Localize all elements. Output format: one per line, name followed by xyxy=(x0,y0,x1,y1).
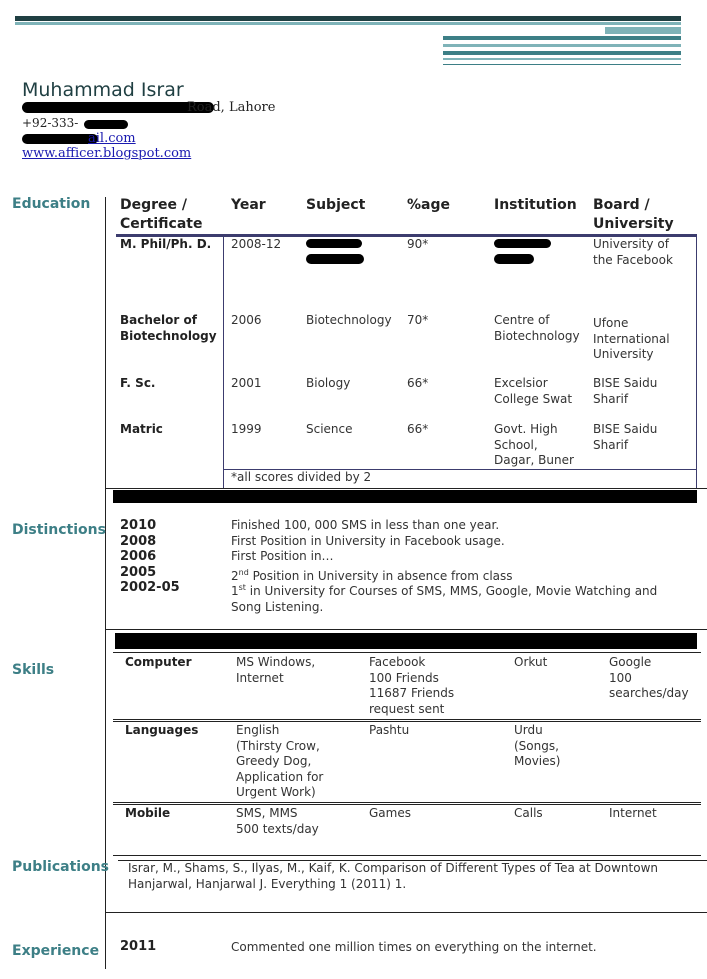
black-band xyxy=(115,633,697,649)
edu-pct: 66* xyxy=(407,376,429,390)
skill-label: Languages xyxy=(125,723,199,737)
skill-value: MS Windows, Internet xyxy=(236,655,316,685)
skill-value: Games xyxy=(369,806,411,820)
edu-subject: Biology xyxy=(306,376,351,390)
skills-row-rule xyxy=(113,802,701,803)
col-institution: Institution xyxy=(494,197,577,213)
edu-degree: Bachelor of Biotechnology xyxy=(120,313,217,343)
edu-institution: Excelsior College Swat xyxy=(494,376,573,406)
col-pct: %age xyxy=(407,197,450,213)
edu-subject: Science xyxy=(306,422,353,436)
skill-value: Urdu (Songs, Movies) xyxy=(514,723,561,768)
skills-bottom-rule xyxy=(113,855,701,856)
col-board: Board / University xyxy=(593,197,674,232)
edu-institution: Centre of Biotechnology xyxy=(494,313,580,343)
skill-value: Pashtu xyxy=(369,723,410,737)
distinction-text xyxy=(231,580,683,615)
skill-label: Mobile xyxy=(125,806,171,820)
distinction-text: First Position in… xyxy=(231,549,334,563)
section-rule xyxy=(105,912,707,913)
redaction-mark xyxy=(494,254,534,264)
experience-text: Commented one million times on everything on the internet. xyxy=(231,940,597,954)
distinction-text: Finished 100, 000 SMS in less than one year. xyxy=(231,518,500,532)
skill-label: Computer xyxy=(125,655,192,669)
publication-entry: Israr, M., Shams, S., Ilyas, M., Kaif, K. Comparison of Different Types of Tea at Downtown Hanjarwal, Hanjarwal J. Everything 1 (2011) 1. xyxy=(128,861,658,891)
section-publications: Publications xyxy=(12,859,110,875)
skills-row-rule xyxy=(113,721,701,722)
redaction-mark xyxy=(306,239,362,248)
skill-value: Orkut xyxy=(514,655,548,669)
distinction-body: in University for Courses of SMS, MMS, Google, Movie Watching and Song Listening. xyxy=(231,584,658,614)
section-distinctions: Distinctions xyxy=(12,522,106,538)
edu-board: University of the Facebook xyxy=(593,237,673,267)
header-accent-2 xyxy=(443,36,681,40)
distinction-year: 2002-05 xyxy=(120,580,180,595)
section-skills: Skills xyxy=(12,662,55,678)
redaction-mark xyxy=(494,239,551,248)
email-link[interactable]: ail.com xyxy=(88,131,136,146)
edu-degree: F. Sc. xyxy=(120,376,156,390)
col-year: Year xyxy=(231,197,266,213)
skill-value: English (Thirsty Crow, Greedy Dog, Application for Urgent Work) xyxy=(236,723,324,799)
skill-value: Calls xyxy=(514,806,543,820)
left-divider xyxy=(105,197,106,969)
edu-board: BISE Saidu Sharif xyxy=(593,376,658,406)
skills-row-rule xyxy=(113,804,701,805)
black-band xyxy=(113,490,697,503)
distinction-year: 2005 xyxy=(120,565,157,580)
distinction-body: Position in University in absence from class xyxy=(248,569,513,583)
education-table-left xyxy=(223,237,224,488)
distinction-year: 2006 xyxy=(120,549,157,564)
phone-text: +92-333- xyxy=(22,116,79,130)
edu-institution: Govt. High School, Dagar, Buner xyxy=(494,422,574,467)
edu-pct: 90* xyxy=(407,237,429,251)
col-subject: Subject xyxy=(306,197,366,213)
edu-year: 2006 xyxy=(231,313,262,327)
skill-value: Internet xyxy=(609,806,657,820)
edu-year: 2008-12 xyxy=(231,237,282,251)
header-accent-1 xyxy=(605,27,681,34)
section-rule xyxy=(105,629,707,630)
candidate-name: Muhammad Israr xyxy=(22,79,184,101)
ordinal-suffix: nd xyxy=(238,568,249,577)
header-accent-3 xyxy=(443,44,681,47)
section-experience: Experience xyxy=(12,943,100,959)
experience-year: 2011 xyxy=(120,939,157,954)
distinction-year: 2008 xyxy=(120,534,157,549)
address-text: Road, Lahore xyxy=(187,100,276,115)
education-table-right xyxy=(696,237,697,488)
edu-subject: Biotechnology xyxy=(306,313,392,327)
edu-board: BISE Saidu Sharif xyxy=(593,422,658,452)
redaction-mark xyxy=(22,134,98,144)
header-bar-light xyxy=(15,22,681,25)
education-note: *all scores divided by 2 xyxy=(231,470,372,484)
redaction-mark xyxy=(306,254,364,264)
edu-pct: 70* xyxy=(407,313,429,327)
ordinal-suffix: st xyxy=(238,583,246,592)
edu-degree: M. Phil/Ph. D. xyxy=(120,237,212,251)
redaction-mark xyxy=(22,102,214,113)
skills-row-rule xyxy=(113,719,701,720)
address-line xyxy=(22,100,282,117)
edu-board: Ufone International University xyxy=(593,316,670,361)
skills-top-rule xyxy=(113,652,701,653)
edu-year: 1999 xyxy=(231,422,262,436)
section-rule xyxy=(105,488,707,489)
header-bar-dark xyxy=(15,16,681,21)
skill-value: Facebook 100 Friends 11687 Friends request sent xyxy=(369,655,455,716)
distinction-text: First Position in University in Facebook usage. xyxy=(231,534,505,548)
redaction-mark xyxy=(84,120,128,129)
section-education: Education xyxy=(12,196,91,212)
skill-value: Google 100 searches/day xyxy=(609,655,689,700)
col-degree: Degree / Certificate xyxy=(120,197,203,232)
website-link[interactable]: www.afficer.blogspot.com xyxy=(22,146,192,161)
ordinal-number: 2 xyxy=(231,569,239,583)
skill-value: SMS, MMS 500 texts/day xyxy=(236,806,319,836)
edu-year: 2001 xyxy=(231,376,262,390)
edu-degree: Matric xyxy=(120,422,163,436)
ordinal-number: 1 xyxy=(231,584,239,598)
distinction-year: 2010 xyxy=(120,518,157,533)
header-accent-4 xyxy=(443,51,681,55)
header-accent-6 xyxy=(443,64,681,65)
edu-pct: 66* xyxy=(407,422,429,436)
phone-line xyxy=(22,116,142,132)
header-accent-5 xyxy=(443,58,681,60)
